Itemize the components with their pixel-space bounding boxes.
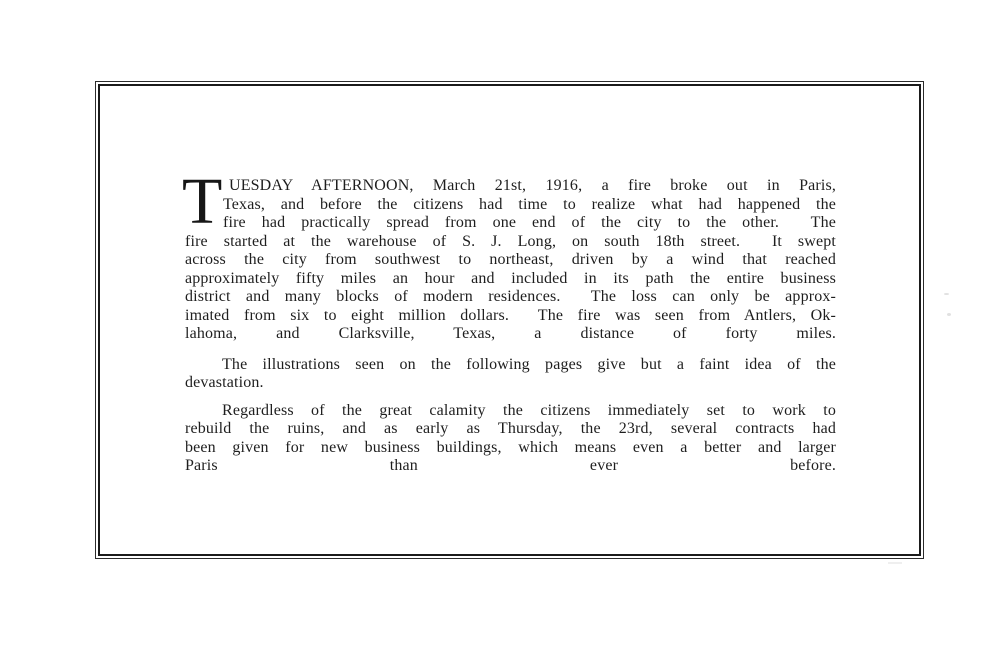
scan-speck [947, 313, 951, 316]
text-line: approximately fifty miles an hour and included in its path the entire business [185, 269, 836, 287]
text-line: The illustrations seen on the following pages give but a faint idea of the [222, 355, 836, 373]
text-line: rebuild the ruins, and as early as Thursday, the 23rd, several contracts had [185, 420, 836, 437]
text-line: been given for new business buildings, which means even a better and larger [185, 438, 836, 456]
text-line: imated from six to eight million dollars. The fire was seen from Antlers, Ok- [185, 306, 836, 324]
text-line: devastation. [185, 374, 264, 391]
text-line: district and many blocks of modern residences. The loss can only be approx- [185, 288, 836, 305]
text-line: UESDAY AFTERNOON, March 21st, 1916, a fire broke out in Paris, [229, 177, 836, 194]
paragraph-1 [185, 177, 836, 344]
paragraph-2 [185, 356, 836, 393]
text-line: Regardless of the great calamity the citizens immediately set to work to [222, 401, 836, 419]
body-text [182, 165, 836, 476]
scan-speck [888, 562, 902, 564]
text-line: Paris than ever before. [185, 457, 836, 474]
scan-speck [944, 293, 949, 295]
text-line: fire started at the warehouse of S. J. Long, on south 18th street. It swept [185, 232, 836, 250]
text-line: fire had practically spread from one end of the city to the other. The [223, 214, 836, 231]
text-line: across the city from southwest to northeast, driven by a wind that reached [185, 251, 836, 268]
drop-cap-letter: T [182, 165, 223, 238]
paragraph-3 [185, 402, 836, 476]
text-line: lahoma, and Clarksville, Texas, a distance of forty miles. [185, 325, 836, 342]
text-line: Texas, and before the citizens had time to realize what had happened the [223, 195, 836, 213]
